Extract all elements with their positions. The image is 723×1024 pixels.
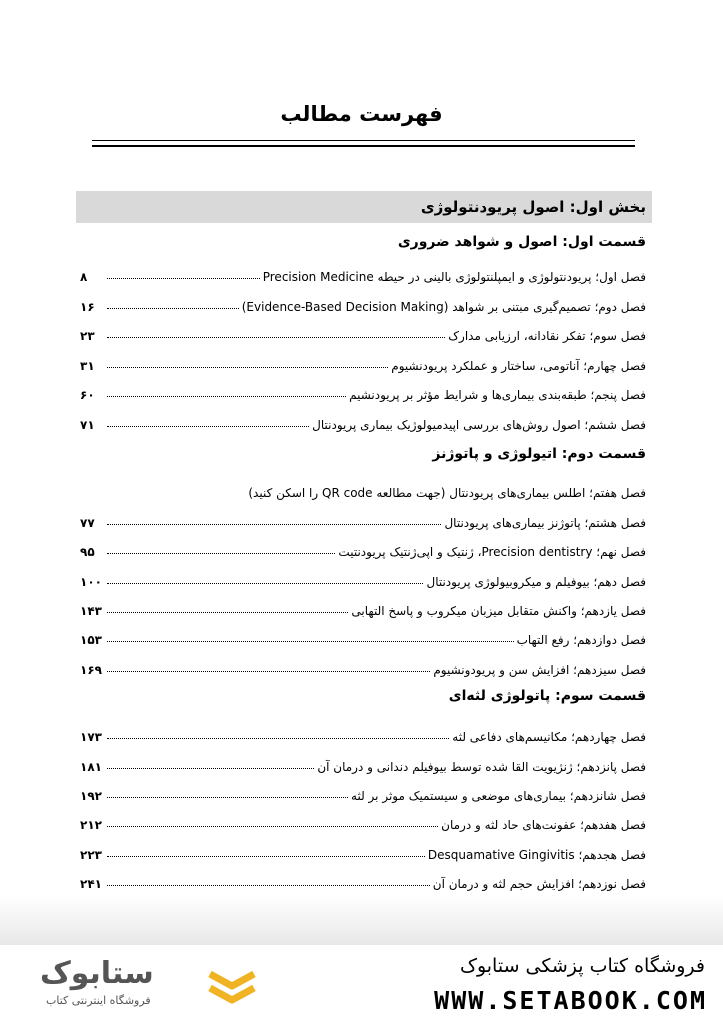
- toc-row-page: ۱۶۹: [80, 663, 102, 677]
- toc-row[interactable]: [76, 724, 652, 744]
- dot-leader: [107, 641, 514, 642]
- toc-row-page: ۶۰: [80, 388, 95, 402]
- toc-row-page: ۱۷۳: [80, 730, 102, 744]
- toc-row[interactable]: [76, 539, 652, 559]
- dot-leader: [107, 797, 348, 798]
- toc-row-page: ۱۵۳: [80, 633, 102, 647]
- toc-row[interactable]: [76, 842, 652, 862]
- part-heading: بخش اول: اصول پریودنتولوژی: [76, 191, 652, 223]
- dot-leader: [107, 524, 441, 525]
- toc-row[interactable]: [76, 783, 652, 803]
- toc-row[interactable]: [76, 627, 652, 647]
- page-title: فهرست مطالب: [280, 102, 443, 126]
- toc-row-page: ۷۱: [80, 418, 95, 432]
- toc-row-page: ۲۱۲: [80, 818, 102, 832]
- toc-row[interactable]: [76, 871, 652, 891]
- toc-row-title: فصل چهاردهم؛ مکانیسم‌های دفاعی لثه: [452, 730, 646, 744]
- toc-row-page: ۱۴۳: [80, 604, 102, 618]
- toc-row[interactable]: [76, 323, 652, 343]
- logo-wordmark: ستابوک: [40, 956, 154, 991]
- toc-row[interactable]: [76, 569, 652, 589]
- toc-row-title: فصل چهارم؛ آناتومی، ساختار و عملکرد پریودنشیوم: [391, 359, 646, 373]
- toc-row-title: فصل پنجم؛ طبقه‌بندی بیماری‌ها و شرایط مؤثر بر پریودنشیم: [349, 388, 646, 402]
- toc-row[interactable]: [76, 382, 652, 402]
- dot-leader: [107, 337, 445, 338]
- dot-leader: [107, 885, 430, 886]
- toc-row-page: ۲۳: [80, 329, 95, 343]
- toc-row[interactable]: [76, 598, 652, 618]
- toc-row-title: فصل یازدهم؛ واکنش متقابل میزبان میکروب و پاسخ التهابی: [351, 604, 646, 618]
- toc-row-page: ۲۲۳: [80, 848, 102, 862]
- toc-row[interactable]: [76, 264, 652, 284]
- dot-leader: [107, 583, 423, 584]
- dot-leader: [107, 738, 449, 739]
- toc-row-page: ۱۶: [80, 300, 95, 314]
- section-heading-2: قسمت دوم: اتیولوژی و پاتوژنز: [432, 446, 646, 462]
- toc-row-title: فصل نوزدهم؛ افزایش حجم لثه و درمان آن: [432, 877, 646, 891]
- toc-row[interactable]: [76, 754, 652, 774]
- dot-leader: [107, 278, 260, 279]
- footer-fade: [0, 895, 723, 950]
- toc-row-title: فصل هجدهم؛ Desquamative Gingivitis: [427, 848, 646, 862]
- toc-row-title: فصل دوم؛ تصمیم‌گیری مبتنی بر شواهد (Evidence-Based Decision Making): [241, 300, 646, 314]
- dot-leader: [107, 308, 239, 309]
- toc-row[interactable]: [76, 353, 652, 373]
- dot-leader: [107, 768, 314, 769]
- toc-row-page: ۹۵: [80, 545, 95, 559]
- toc-row-title: فصل نهم؛ Precision dentistry، ژنتیک و اپی‌ژنتیک پریودنتیت: [338, 545, 646, 559]
- section-heading-3: قسمت سوم: پاتولوژی لثه‌ای: [448, 688, 646, 704]
- toc-row-page: ۱۸۱: [80, 760, 102, 774]
- dot-leader: [107, 826, 438, 827]
- toc-row[interactable]: [76, 812, 652, 832]
- toc-row[interactable]: [76, 657, 652, 677]
- dot-leader: [107, 396, 346, 397]
- toc-row-page: ۱۰۰: [80, 575, 102, 589]
- toc-row[interactable]: [76, 480, 652, 500]
- toc-row-page: ۷۷: [80, 516, 95, 530]
- logo-tagline: فروشگاه اینترنتی کتاب: [46, 994, 151, 1007]
- dot-leader: [107, 426, 309, 427]
- toc-row-title: فصل دوازدهم؛ رفع التهاب: [516, 633, 646, 647]
- toc-row-page: ۲۴۱: [80, 877, 102, 891]
- toc-row-title: فصل دهم؛ بیوفیلم و میکروبیولوژی پریودنتال: [426, 575, 646, 589]
- title-divider: [92, 140, 635, 147]
- toc-row[interactable]: [76, 412, 652, 432]
- toc-row[interactable]: [76, 294, 652, 314]
- dot-leader: [107, 612, 348, 613]
- dot-leader: [107, 671, 430, 672]
- toc-row[interactable]: [76, 510, 652, 530]
- toc-row-title: فصل شانزدهم؛ بیماری‌های موضعی و سیستمیک موثر بر لثه: [351, 789, 646, 803]
- toc-row-page: ۱۹۲: [80, 789, 102, 803]
- store-logo[interactable]: [36, 956, 306, 1014]
- dot-leader: [107, 553, 335, 554]
- toc-row-title: فصل اول؛ پریودنتولوژی و ایمپلنتولوژی بالینی در حیطه Precision Medicine: [262, 270, 646, 284]
- toc-row-title: فصل ششم؛ اصول روش‌های بررسی اپیدمیولوژیک بیماری پریودنتال: [312, 418, 646, 432]
- store-url-link[interactable]: WWW.SETABOOK.COM: [434, 986, 707, 1015]
- store-name: فروشگاه کتاب پزشکی ستابوک: [459, 955, 705, 977]
- logo-chevron-icon: [206, 960, 258, 1010]
- toc-row-title: فصل سوم؛ تفکر نقادانه، ارزیابی مدارک: [448, 329, 646, 343]
- dot-leader: [107, 856, 425, 857]
- toc-row-title: فصل هشتم؛ پاتوژنز بیماری‌های پریودنتال: [444, 516, 646, 530]
- toc-row-page: ۸: [80, 270, 88, 284]
- section-heading-1: قسمت اول: اصول و شواهد ضروری: [397, 234, 646, 250]
- toc-row-title: فصل هفتم؛ اطلس بیماری‌های پریودنتال (جهت مطالعه QR code را اسکن کنید): [248, 486, 646, 500]
- toc-row-title: فصل هفدهم؛ عفونت‌های حاد لثه و درمان: [441, 818, 646, 832]
- toc-row-title: فصل پانزدهم؛ ژنژیویت القا شده توسط بیوفیلم دندانی و درمان آن: [317, 760, 646, 774]
- toc-row-page: ۳۱: [80, 359, 95, 373]
- dot-leader: [107, 367, 388, 368]
- toc-row-title: فصل سیزدهم؛ افزایش سن و پریودونشیوم: [433, 663, 646, 677]
